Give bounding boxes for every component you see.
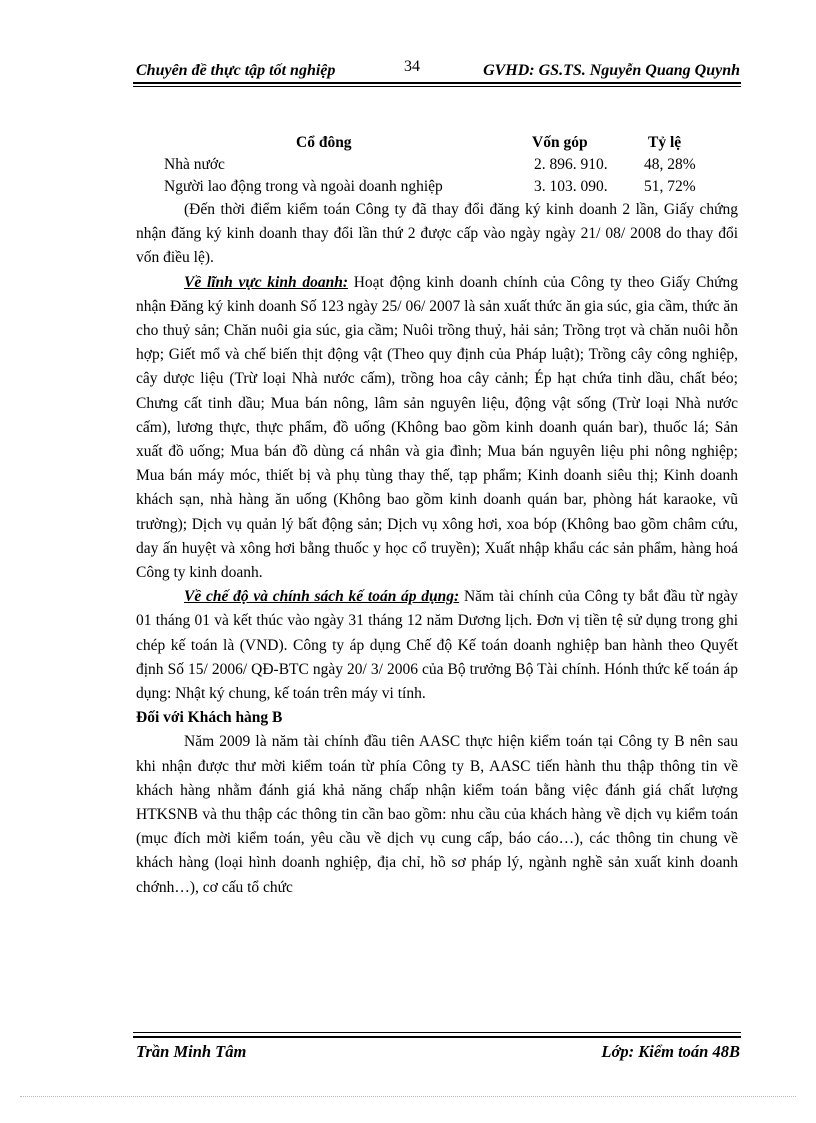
- author-name: Trần Minh Tâm: [136, 1042, 247, 1061]
- page-number: 34: [404, 58, 420, 75]
- section-title-client-b: Đối với Khách hàng B: [136, 709, 283, 727]
- page-footer: [136, 1042, 740, 1066]
- col-header-capital: Vốn góp: [532, 134, 588, 151]
- document-body: [136, 198, 738, 900]
- shareholder-ratio: 48, 28%: [644, 156, 696, 173]
- table-header-row: [164, 132, 734, 154]
- page-bottom-divider: [20, 1096, 796, 1097]
- col-header-shareholder: Cổ đông: [296, 134, 352, 151]
- class-name: Lớp: Kiểm toán 48B: [601, 1042, 740, 1061]
- header-rule: [133, 82, 741, 84]
- business-lines-heading: Về lĩnh vực kinh doanh:: [184, 273, 348, 291]
- shareholder-name: Người lao động trong và ngoài doanh nghiệp: [164, 178, 443, 195]
- col-header-ratio: Tỷ lệ: [648, 134, 682, 151]
- paragraph-business-lines: [136, 271, 738, 586]
- paragraph-registration-change: (Đến thời điểm kiểm toán Công ty đã thay đổi đăng ký kinh doanh 2 lần, Giấy chứng nhận đăng ký kinh doanh thay đổi lần thứ 2 được cấp vào ngày ngày 21/ 08/ 2008 do thay đổi vốn điều lệ).: [136, 201, 738, 267]
- supervisor: GVHD: GS.TS. Nguyễn Quang Quynh: [483, 62, 740, 79]
- paragraph-client-b: Năm 2009 là năm tài chính đầu tiên AASC thực hiện kiểm toán tại Công ty B nên sau khi nhận được thư mời kiểm toán từ phía Công ty B, AASC tiến hành thu thập thông tin về khách hàng nhằm đánh giá khả năng chấp nhận kiểm toán bằng việc đánh giá chất lượng HTKSNB và thu thập các thông tin cần bao gồm: nhu cầu của khách hàng về dịch vụ kiểm toán (mục đích mời kiểm toán, yêu cầu về dịch vụ cung cấp, báo cáo…), các thông tin chung về khách hàng (loại hình doanh nghiệp, địa chỉ, hồ sơ pháp lý, ngành nghề sản xuất kinh doanh chớnh…), cơ cấu tổ chức: [136, 733, 738, 896]
- footer-rule-thin: [133, 1032, 741, 1033]
- header-rule-thin: [133, 86, 741, 87]
- accounting-policy-heading: Về chế độ và chính sách kế toán áp dụng:: [184, 588, 460, 606]
- accounting-policy-text: Năm tài chính của Công ty bắt đầu từ ngày 01 tháng 01 và kết thúc vào ngày 31 tháng 12 năm Dương lịch. Đơn vị tiền tệ sử dụng trong ghi chép kế toán là (VND). Công ty áp dụng Chế độ Kế toán doanh nghiệp ban hành theo Quyết định Số 15/ 2006/ QĐ-BTC ngày 20/ 3/ 2006 của Bộ trưởng Bộ Tài chính. Hónh thức kế toán áp dụng: Nhật ký chung, kế toán trên máy vi tính.: [136, 588, 738, 703]
- shareholder-capital: 2. 896. 910.: [534, 156, 608, 173]
- page-header: [136, 58, 740, 82]
- business-lines-text: Hoạt động kinh doanh chính của Công ty theo Giấy Chứng nhận Đăng ký kinh doanh Số 123 ngày 25/ 06/ 2007 là sản xuất thức ăn gia súc, gia cầm, thức ăn cho thuỷ sản; Chăn nuôi gia súc, gia cầm; Nuôi trồng thuỷ, hải sản; Trồng trọt và chăn nuôi hỗn hợp; Giết mổ và chế biến thịt động vật (Theo quy định của Pháp luật); Trồng cây công nghiệp, cây dược liệu (Trừ loại Nhà nước cấm), trồng hoa cây cảnh; Ép hạt chứa tinh dầu, chất béo; Chưng cất tinh dầu; Mua bán nông, lâm sản nguyên liệu, động vật sống (Trừ loại Nhà nước cấm), lương thực, thực phẩm, đồ uống (Không bao gồm kinh doanh quán bar), thuốc lá; Sản xuất đồ uống; Mua bán đồ dùng cá nhân và gia đình; Mua bán nguyên liệu phi nông nghiệp; Mua bán máy móc, thiết bị và phụ tùng thay thế, tạp phẩm; Kinh doanh siêu thị; Kinh doanh khách sạn, nhà hàng ăn uống (Không bao gồm kinh doanh quán bar, phòng hát karaoke, vũ trường); Dịch vụ quản lý bất động sản; Dịch vụ xông hơi, xoa bóp (Không bao gồm châm cứu, day ấn huyệt và xông hơi bằng thuốc y học cổ truyền); Xuất nhập khẩu các sản phẩm, hàng hoá Công ty kinh doanh.: [136, 273, 738, 582]
- footer-rule: [133, 1036, 741, 1038]
- table-row: [164, 154, 734, 176]
- shareholder-name: Nhà nước: [164, 156, 225, 173]
- table-row: [164, 176, 734, 198]
- shareholder-capital: 3. 103. 090.: [534, 178, 608, 195]
- thesis-title: Chuyên đề thực tập tốt nghiệp: [136, 62, 336, 79]
- shareholder-ratio: 51, 72%: [644, 178, 696, 195]
- paragraph-accounting-policy: [136, 585, 738, 706]
- shareholder-table: [164, 132, 734, 198]
